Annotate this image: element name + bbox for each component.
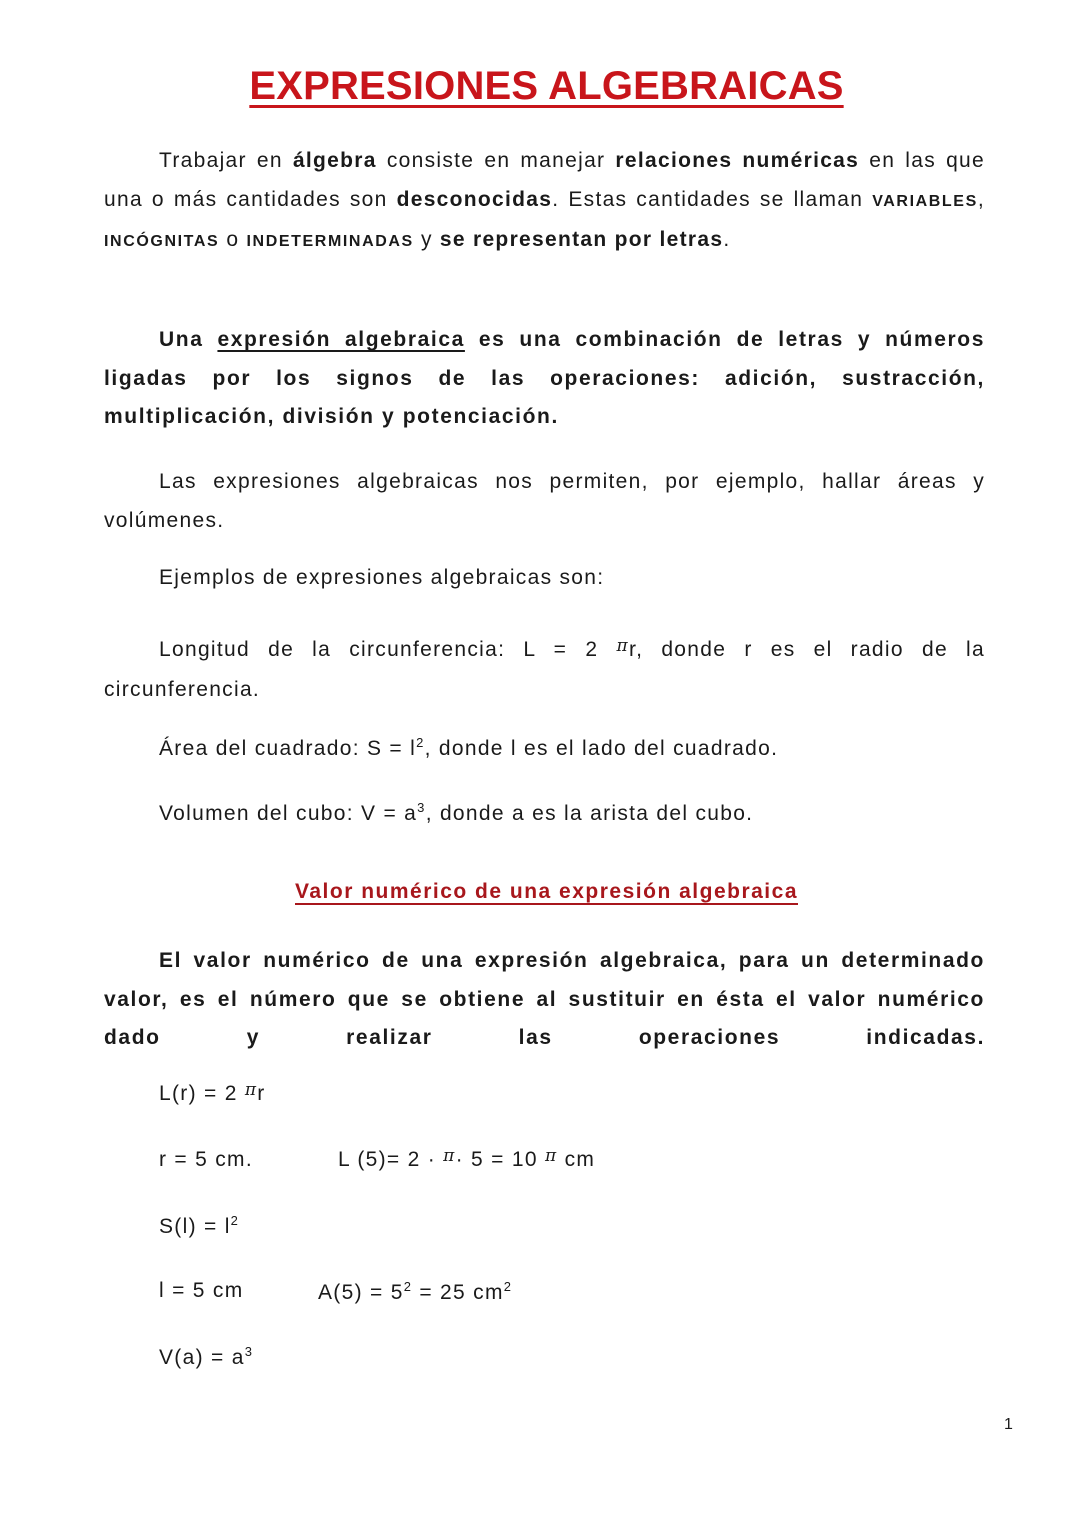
formula-radius-value: r = 5 cm.: [159, 1148, 253, 1171]
section-subtitle: Valor numérico de una expresión algebraica: [295, 880, 798, 903]
example-cube-volume: [159, 800, 753, 826]
text-run: · 5 = 10: [455, 1148, 538, 1171]
text-run: ,: [977, 187, 985, 211]
text-run: consiste en manejar: [376, 149, 616, 172]
text-run: V(a) = a: [159, 1346, 245, 1369]
formula-volume: [159, 1344, 253, 1370]
pi-symbol: π: [244, 1080, 258, 1100]
text-run: Una: [159, 328, 218, 351]
formula-length: [159, 1082, 266, 1106]
text-run: Área del cuadrado: S = l: [159, 737, 417, 760]
text-run: Trabajar en: [159, 149, 293, 172]
text-run: r: [257, 1082, 266, 1105]
text-run: . Estas cantidades se llaman: [552, 187, 873, 211]
examples-intro: Ejemplos de expresiones algebraicas son:: [159, 566, 605, 589]
intro-paragraph: [104, 142, 985, 262]
formula-area: [159, 1213, 239, 1239]
formula-length-result: [338, 1148, 595, 1172]
text-run: S(l) = l: [159, 1215, 231, 1238]
exponent: 2: [416, 735, 425, 750]
text-run: , donde a es la arista del cubo.: [425, 802, 754, 825]
exponent: 2: [403, 1279, 413, 1294]
pi-symbol: π: [443, 1146, 456, 1166]
text-run: en las que una o más cantidades son: [104, 149, 986, 211]
definition-paragraph: [104, 321, 985, 437]
formula-area-result: [318, 1279, 512, 1305]
exponent: 3: [417, 800, 426, 815]
text-run: A(5) = 5: [318, 1281, 404, 1304]
term-expresion-algebraica: expresión algebraica: [217, 328, 465, 351]
term-incognitas: INCÓGNITAS: [104, 233, 220, 250]
text-run: Volumen del cubo: V = a: [159, 802, 418, 825]
term-se-representan: se representan por letras: [439, 228, 724, 251]
term-indeterminadas: INDETERMINADAS: [246, 233, 414, 250]
term-variables: VARIABLES: [872, 192, 978, 210]
text-run: .: [723, 228, 731, 251]
text-run: o: [219, 228, 247, 251]
term-relaciones-numericas: relaciones numéricas: [615, 149, 860, 172]
exponent: 2: [230, 1213, 240, 1228]
text-run: y: [413, 228, 440, 251]
text-run: = 25 cm: [412, 1281, 504, 1304]
text-run: L(r) = 2: [159, 1082, 238, 1105]
text-run: , donde l es el lado del cuadrado.: [424, 737, 779, 760]
term-desconocidas: desconocidas: [396, 187, 553, 211]
page-number: 1: [1004, 1416, 1013, 1433]
usage-paragraph: Las expresiones algebraicas nos permiten, por ejemplo, hallar áreas y volúmenes.: [104, 470, 985, 532]
text-run: es una combinación de letras y números ligadas por los signos de las operaciones: adición, sustracción, multiplicación, división y potenciación.: [104, 328, 985, 428]
term-algebra: álgebra: [292, 149, 377, 172]
text-run: L (5)= 2 ·: [338, 1148, 444, 1171]
page-title: EXPRESIONES ALGEBRAICAS: [249, 64, 844, 108]
numeric-value-paragraph: El valor numérico de una expresión algebraica, para un determinado valor, es el número que se obtiene al sustituir en ésta el valor numérico dado y realizar las operaciones indicadas.: [104, 949, 985, 1049]
text-run: cm: [557, 1148, 596, 1171]
formula-side-value: l = 5 cm: [159, 1279, 244, 1302]
text-run: Longitud de la circunferencia: L = 2: [159, 638, 599, 661]
exponent: 3: [244, 1344, 254, 1359]
exponent: 2: [503, 1279, 513, 1294]
pi-symbol: π: [616, 636, 629, 656]
example-circumference: [104, 631, 985, 709]
example-square-area: [159, 735, 778, 761]
pi-symbol: π: [544, 1146, 558, 1166]
text-run: r, donde r es el radio de la circunferencia.: [104, 638, 985, 701]
